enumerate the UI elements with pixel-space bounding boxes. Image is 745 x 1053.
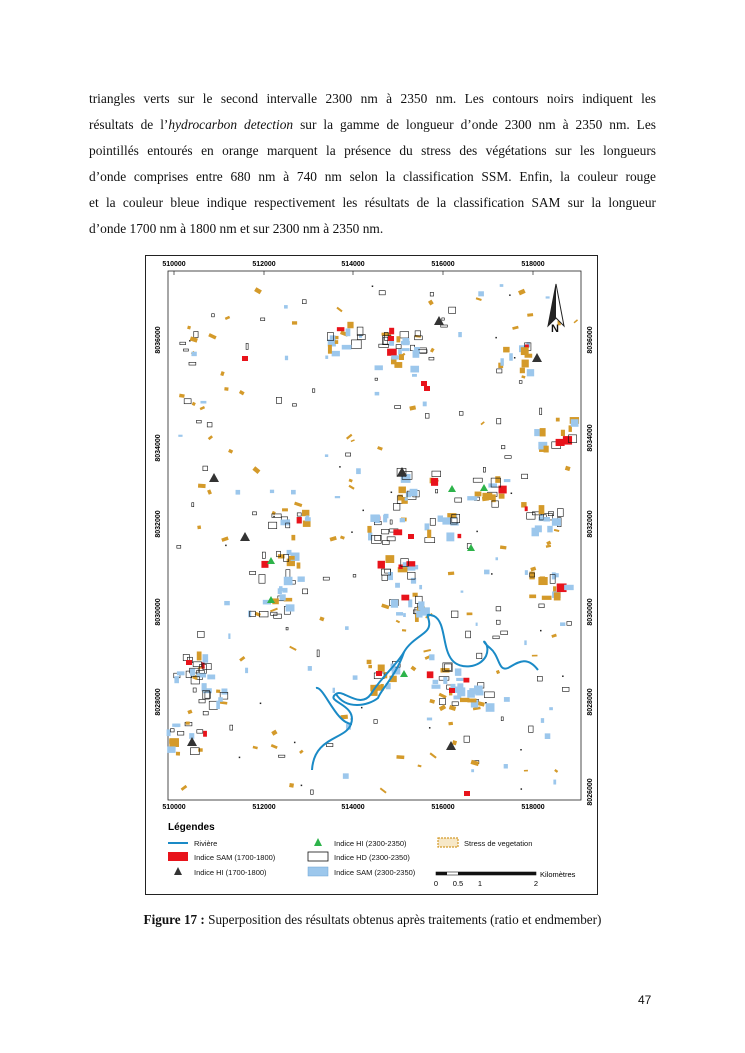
paragraph-line: et la couleur bleue indique respectivement les résultats de la classification SAM sur la longueur xyxy=(89,195,656,210)
map-legend xyxy=(168,822,576,888)
paragraph-line: d’onde comprises entre 680 nm à 740 nm selon la classification SSM. Enfin, la couleur rouge xyxy=(89,169,656,184)
body-paragraph xyxy=(89,86,656,242)
map-canvas xyxy=(146,256,597,894)
legend-label: Indice SAM (2300-2350) xyxy=(334,868,416,877)
x-tick-top: 518000 xyxy=(521,261,545,268)
x-tick-bottom: 510000 xyxy=(162,804,186,811)
y-tick-right: 8028000 xyxy=(587,688,594,716)
y-tick-left: 8028000 xyxy=(155,688,162,716)
x-tick-top: 510000 xyxy=(162,261,186,268)
y-tick-left: 8032000 xyxy=(155,510,162,538)
y-tick-right: 8036000 xyxy=(587,326,594,354)
y-tick-right: 8032000 xyxy=(587,510,594,538)
legend-item-hi_black xyxy=(174,867,267,877)
y-tick-right: 8030000 xyxy=(587,598,594,626)
x-tick-bottom: 512000 xyxy=(252,804,276,811)
scale-label: 2 xyxy=(533,879,539,888)
x-tick-top: 514000 xyxy=(341,261,365,268)
paragraph-line: d’onde 1700 nm à 1800 nm et sur 2300 nm à 2350 nm. xyxy=(89,221,384,236)
paragraph-line: triangles verts sur le second intervalle 2300 nm à 2350 nm. Les contours noirs indiquent les xyxy=(89,91,656,106)
y-tick-right: 8026000 xyxy=(587,778,594,806)
scale-label: 0.5 xyxy=(452,879,464,888)
y-tick-right: 8034000 xyxy=(587,424,594,452)
x-tick-bottom: 518000 xyxy=(521,804,545,811)
legend-label: Stress de vegetation xyxy=(464,839,533,848)
legend-label: Indice HI (2300-2350) xyxy=(334,839,407,848)
legend-item-hd xyxy=(308,852,410,862)
legend-label: Indice HD (2300-2350) xyxy=(334,853,410,862)
x-tick-bottom: 516000 xyxy=(431,804,455,811)
x-tick-bottom: 514000 xyxy=(341,804,365,811)
legend-label: Rivière xyxy=(194,839,218,848)
legend-item-river xyxy=(168,839,217,848)
legend-title: Légendes xyxy=(168,822,215,833)
y-tick-left: 8034000 xyxy=(155,434,162,462)
y-tick-left: 8030000 xyxy=(155,598,162,626)
legend-item-sam_red xyxy=(168,852,276,862)
figure-caption xyxy=(0,912,745,928)
caption-text: Superposition des résultats obtenus après traitements (ratio et endmember) xyxy=(204,912,602,927)
scale-bar xyxy=(434,870,576,888)
page-number: 47 xyxy=(638,993,652,1007)
y-tick-left: 8036000 xyxy=(155,326,162,354)
caption-label: Figure 17 : xyxy=(143,912,205,927)
legend-item-sam_blue xyxy=(308,867,416,877)
legend-label: Indice HI (1700-1800) xyxy=(194,868,267,877)
scale-unit: Kilomètres xyxy=(540,870,576,879)
x-tick-top: 516000 xyxy=(431,261,455,268)
scale-label: 0 xyxy=(433,879,439,888)
legend-item-stress xyxy=(438,838,532,848)
figure-map xyxy=(145,255,598,895)
paragraph-line: résultats de l’hydrocarbon detection sur la gamme de longueur d’onde 2300 nm à 2350 nm. Les xyxy=(89,117,657,132)
legend-label: Indice SAM (1700-1800) xyxy=(194,853,276,862)
paragraph-line: pointillés entourés en orange marquent la présence du stress des végétations sur les longueurs xyxy=(89,143,656,158)
legend-item-hi_green xyxy=(314,838,407,848)
scale-label: 1 xyxy=(477,879,483,888)
x-tick-top: 512000 xyxy=(252,261,276,268)
north-label: N xyxy=(551,323,559,335)
